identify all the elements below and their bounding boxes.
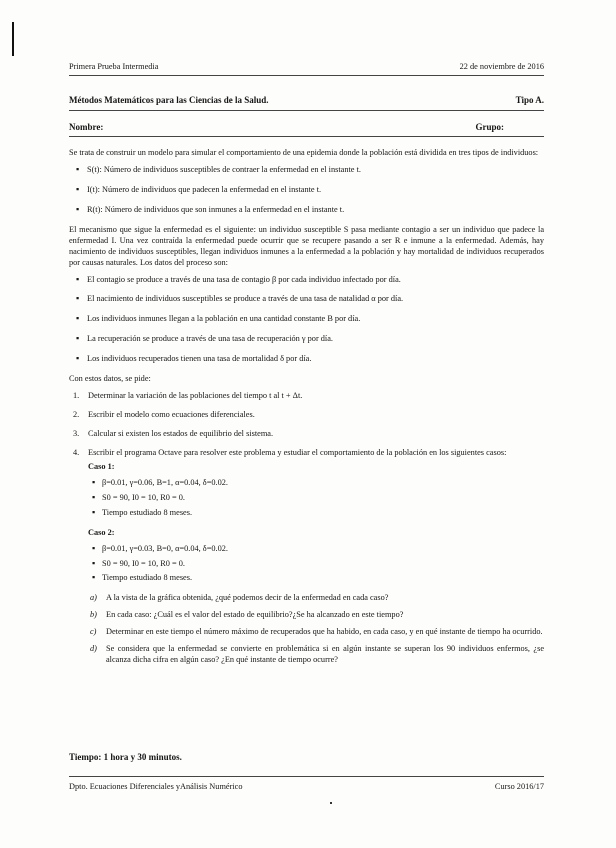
question-item <box>88 610 544 621</box>
population-types <box>69 165 544 216</box>
ink-dot <box>330 802 332 804</box>
ask-text: Escribir el programa Octave para resolver este problema y estudiar el comportamiento de la población en los siguientes casos: <box>88 447 507 457</box>
grupo-label: Grupo: <box>475 122 504 132</box>
ask-item <box>69 410 544 421</box>
time-allowed: Tiempo: 1 hora y 30 minutos. <box>69 752 182 762</box>
question-text: A la vista de la gráfica obtenida, ¿qué podemos decir de la enfermedad en cada caso? <box>106 593 389 603</box>
case2-item: ▪ β=0.01, γ=0.03, B=0, α=0.04, δ=0.02. <box>88 544 544 555</box>
process-item: ▪ El nacimiento de individuos susceptibles se produce a través de una tasa de natalidad α por día. <box>69 294 544 305</box>
exam-name: Primera Prueba Intermedia <box>69 62 159 71</box>
course-title: Métodos Matemáticos para las Ciencias de la Salud. <box>69 95 269 105</box>
question-item <box>88 593 544 604</box>
process-item: ▪ La recuperación se produce a través de una tasa de recuperación γ por día. <box>69 334 544 345</box>
type-item: ▪ S(t): Número de individuos susceptibles de contraer la enfermedad en el instante t. <box>69 165 544 176</box>
ask-number: 4. <box>73 447 80 457</box>
type-item: ▪ I(t): Número de individuos que padecen la enfermedad en el instante t. <box>69 185 544 196</box>
margin-pen-mark <box>12 22 14 56</box>
case1-list <box>88 478 544 519</box>
case2-list <box>88 544 544 585</box>
exam-type: Tipo A. <box>515 95 544 105</box>
ask-item <box>69 429 544 440</box>
question-text: En cada caso: ¿Cuál es el valor del estado de equilibrio?¿Se ha alcanzado en este tiempo? <box>106 610 404 620</box>
exam-date: 22 de noviembre de 2016 <box>459 62 544 71</box>
ask-item <box>69 448 544 666</box>
title-row <box>69 95 544 107</box>
case2-title: Caso 2: <box>88 527 115 537</box>
page-footer <box>69 782 544 793</box>
mechanism-text: El mecanismo que sigue la enfermedad es el siguiente: un individuo susceptible S pasa mediante contagio a ser un individuo que padece la enfermedad I. Una vez contraída la enfermedad puede ocurrir que se recupere pasando a ser R e inmune a la enfermedad. Además, hay nacimiento de individuos susceptibles, llegan individuos inmunes a la enfermedad a la población y hay mortalidad de individuos recuperados por causas naturales. Los datos del proceso son: <box>69 224 544 267</box>
ask-number: 2. <box>73 410 80 420</box>
questions-list <box>88 593 544 666</box>
fields-row <box>69 122 544 134</box>
exam-body <box>69 148 544 674</box>
question-item <box>88 627 544 638</box>
case1-item: ▪ β=0.01, γ=0.06, B=1, α=0.04, δ=0.02. <box>88 478 544 489</box>
ask-text: Determinar la variación de las poblaciones del tiempo t al t + Δt. <box>88 391 303 401</box>
case2-item: ▪ S0 = 90, I0 = 10, R0 = 0. <box>88 559 544 570</box>
case2-item: ▪ Tiempo estudiado 8 meses. <box>88 573 544 584</box>
department: Dpto. Ecuaciones Diferenciales yAnálisis Numérico <box>69 782 243 791</box>
question-letter: b) <box>90 610 97 620</box>
header-rule <box>69 75 544 76</box>
question-item <box>88 644 544 666</box>
ask-text: Escribir el modelo como ecuaciones diferenciales. <box>88 410 255 420</box>
question-letter: c) <box>90 627 97 637</box>
title-rule <box>69 110 544 111</box>
question-letter: a) <box>90 593 97 603</box>
intro-text: Se trata de construir un modelo para simular el comportamiento de una epidemia donde la población está dividida en tres tipos de individuos: <box>69 148 539 157</box>
ask-item <box>69 391 544 402</box>
ask-number: 1. <box>73 391 80 401</box>
process-data <box>69 275 544 366</box>
course-year: Curso 2016/17 <box>494 782 544 791</box>
fields-rule <box>69 136 544 137</box>
ask-number: 3. <box>73 429 80 438</box>
process-item: ▪ Los individuos recuperados tienen una tasa de mortalidad δ por día. <box>69 354 544 365</box>
asks-intro: Con estos datos, se pide: <box>69 374 151 384</box>
question-text: Se considera que la enfermedad se convierte en problemática si en algún instante se superan los 90 individuos enfermos, ¿se alcanza dicha cifra en algún caso? ¿En qué instante de tiempo ocurre? <box>106 644 544 665</box>
question-text: Determinar en este tiempo el número máximo de recuperados que ha habido, en cada caso, y en qué instante de tiempo ha ocurrido. <box>106 627 543 637</box>
page-header <box>69 62 544 73</box>
case1-item: ▪ Tiempo estudiado 8 meses. <box>88 508 544 519</box>
process-item: ▪ Los individuos inmunes llegan a la población en una cantidad constante B por día. <box>69 314 544 325</box>
nombre-label: Nombre: <box>69 122 104 132</box>
footer-rule <box>69 776 544 777</box>
process-item: ▪ El contagio se produce a través de una tasa de contagio β por cada individuo infectado por día. <box>69 275 544 286</box>
case1-item: ▪ S0 = 90, I0 = 10, R0 = 0. <box>88 493 544 504</box>
case1-title: Caso 1: <box>88 461 115 471</box>
type-item: ▪ R(t): Número de individuos que son inmunes a la enfermedad en el instante t. <box>69 205 544 216</box>
ask-text: Calcular si existen los estados de equilibrio del sistema. <box>88 429 274 438</box>
question-letter: d) <box>90 644 97 654</box>
asks-list <box>69 391 544 666</box>
